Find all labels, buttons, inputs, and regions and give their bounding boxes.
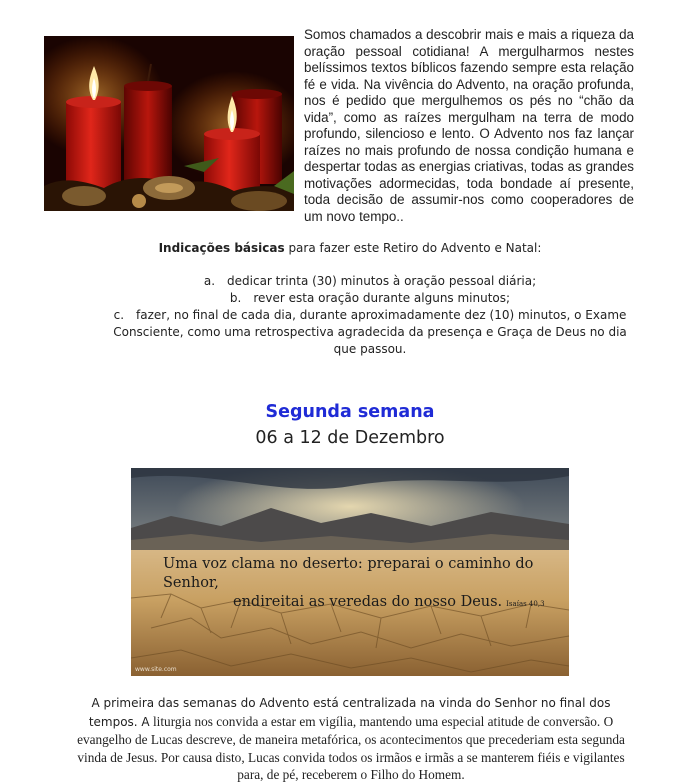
list-item — [110, 290, 630, 307]
week-dates: 06 a 12 de Dezembro — [255, 428, 445, 448]
verse-reference: Isaías 40,3 — [506, 600, 545, 608]
body-paragraph-first-line: A primeira das semanas do Advento está centralizada na vinda do Senhor no final dos tempos. A — [88, 696, 611, 729]
body-paragraph — [68, 694, 634, 784]
verse-text — [131, 555, 569, 614]
verse-line-2-text: endireitai as veredas do nosso Deus. — [233, 594, 503, 610]
list-item — [110, 307, 630, 358]
list-item-text: fazer, no final de cada dia, durante aproximadamente dez (10) minutos, o Exame Consciente, como uma retrospectiva agradecida da presença e Graça de Deus no dia que passou. — [113, 308, 627, 356]
list-item-text: rever esta oração durante alguns minutos; — [253, 291, 511, 305]
instructions-heading-rest: para fazer este Retiro do Advento e Natal: — [284, 241, 542, 255]
list-marker: c. — [113, 308, 125, 322]
instructions-heading — [0, 240, 700, 256]
desert-verse-image — [131, 468, 569, 676]
list-marker: b. — [229, 291, 242, 305]
instructions-list — [110, 273, 630, 358]
list-item-text: dedicar trinta (30) minutos à oração pessoal diária; — [227, 274, 537, 288]
list-item — [110, 273, 630, 290]
week-title: Segunda semana — [265, 402, 435, 422]
instructions-heading-bold: Indicações básicas — [158, 241, 285, 255]
verse-line-2 — [131, 593, 569, 614]
advent-candles-photo — [44, 36, 294, 211]
image-watermark: www.site.com — [135, 666, 177, 673]
body-paragraph-rest: liturgia nos convida a estar em vigília, mantendo uma especial atitude de conversão. O evangelho de Lucas descreve, de maneira metafórica, os acontecimentos que precederiam esta segunda vinda de Jesus. Por causa disto, Lucas convida todos os irmãos e irmãs a se manterem fiéis e vigilantes para, de pé, receberem o Filho do Homem. — [77, 713, 625, 783]
intro-paragraph: Somos chamados a descobrir mais e mais a riqueza da oração pessoal cotidiana! A mergulharmos nestes belíssimos textos bíblicos fazendo sempre esta relação fé e vida. Na vivência do Advento, na oração profunda, nos é pedido que mergulhemos os pés no “chão da vida”, como as raízes mergulham na terra de modo profundo, silencioso e lento. O Advento nos faz lançar raízes no mais profundo de nossa condição humana e despertar todas as energias criativas, todas as grandes motivações adormecidas, toda bondade aí presente, toda decisão de assumir-nos como cooperadores de um novo tempo.. — [304, 27, 634, 224]
verse-line-1: Uma voz clama no deserto: preparai o caminho do Senhor, — [163, 556, 534, 591]
list-marker: a. — [203, 274, 216, 288]
